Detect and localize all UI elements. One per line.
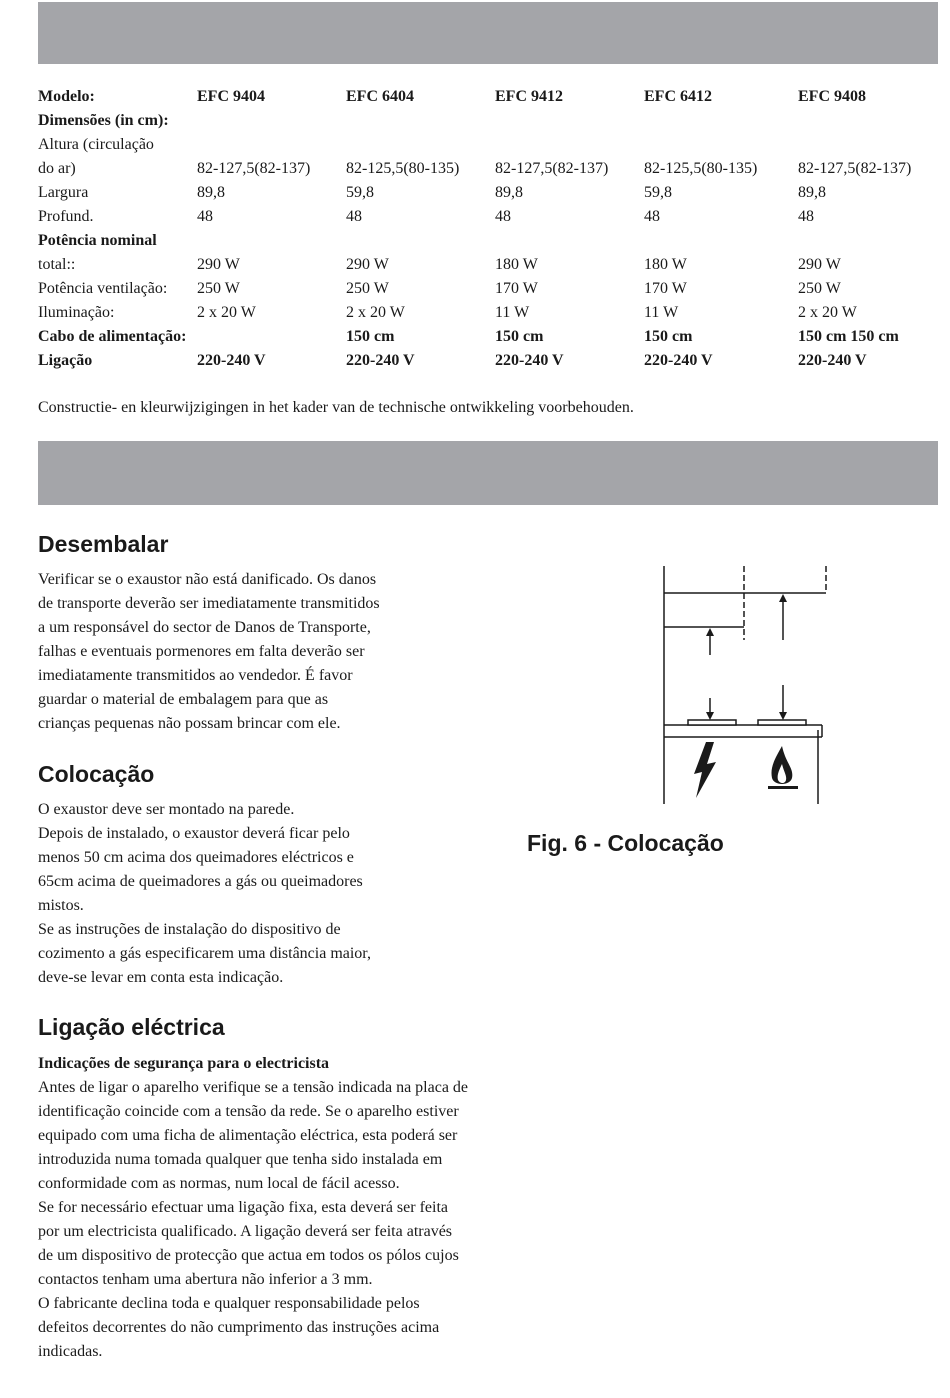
text-line: crianças pequenas não possam brincar com ele. <box>38 715 341 732</box>
spec-value: 290 W <box>197 256 240 273</box>
spec-value <box>495 229 644 253</box>
text-line: Depois de instalado, o exaustor deverá ficar pelo <box>38 825 350 842</box>
modification-note: Constructie- en kleurwijzigingen in het kader van de technische ontwikkeling voorbehouden. <box>38 399 634 416</box>
spec-value <box>197 229 346 253</box>
spec-value <box>197 325 346 349</box>
spec-value <box>346 229 495 253</box>
spec-value: 59,8 <box>346 184 374 201</box>
spec-value <box>197 133 346 157</box>
spec-value: 48 <box>644 208 660 225</box>
text-line: Se for necessário efectuar uma ligação fixa, esta deverá ser feita <box>38 1199 448 1216</box>
spec-label: Potência ventilação: <box>38 280 168 297</box>
text-line: cozimento a gás especificarem uma distância maior, <box>38 945 371 962</box>
spec-value: 250 W <box>798 280 841 297</box>
spec-label: Largura <box>38 184 89 201</box>
spec-row <box>38 181 938 205</box>
section-title-colocacao: Colocação <box>38 761 155 787</box>
spec-row <box>38 157 938 181</box>
spec-value: 150 cm <box>495 328 544 345</box>
spec-value <box>346 109 495 133</box>
spec-value <box>798 109 938 133</box>
spec-label: Modelo: <box>38 88 95 105</box>
spec-label: total:: <box>38 256 76 273</box>
spec-value: 48 <box>495 208 511 225</box>
text-line: 65cm acima de queimadores a gás ou queimadores <box>38 873 363 890</box>
spec-row <box>38 325 938 349</box>
spec-value: 180 W <box>644 256 687 273</box>
spec-value: 2 x 20 W <box>798 304 857 321</box>
spec-value: 290 W <box>798 256 841 273</box>
ligacao-subtitle: Indicações de segurança para o electricista <box>38 1055 330 1072</box>
spec-label: Iluminação: <box>38 304 115 321</box>
spec-value: 2 x 20 W <box>197 304 256 321</box>
spec-label: Ligação <box>38 352 93 369</box>
figure-caption: Fig. 6 - Colocação <box>527 830 724 856</box>
spec-row <box>38 133 938 157</box>
text-line: defeitos decorrentes do não cumprimento das instruções acima <box>38 1319 440 1336</box>
spec-value: 82-127,5(82-137) <box>197 160 311 177</box>
text-line: mistos. <box>38 897 84 914</box>
text-line: equipado com uma ficha de alimentação eléctrica, esta poderá ser <box>38 1127 458 1144</box>
text-line: deve-se levar em conta esta indicação. <box>38 969 284 986</box>
spec-label: Altura (circulação <box>38 136 154 153</box>
spec-value <box>495 109 644 133</box>
technical-specs-table <box>38 85 938 373</box>
spec-value <box>798 229 938 253</box>
spec-value: EFC 6404 <box>346 88 414 105</box>
text-line: de transporte deverão ser imediatamente transmitidos <box>38 595 380 612</box>
text-line: Se as instruções de instalação do dispositivo de <box>38 921 341 938</box>
spec-value: 11 W <box>644 304 679 321</box>
text-line: a um responsável do sector de Danos de Transporte, <box>38 619 371 636</box>
electric-lightning-icon <box>694 742 716 798</box>
spec-value: 220-240 V <box>644 352 713 369</box>
spec-value: 82-127,5(82-137) <box>495 160 609 177</box>
spec-row <box>38 85 938 109</box>
spec-row <box>38 301 938 325</box>
section-title-desembalar: Desembalar <box>38 531 169 557</box>
spec-value <box>346 133 495 157</box>
spec-value <box>798 133 938 157</box>
spec-label: Potência nominal <box>38 232 157 249</box>
spec-value: 48 <box>798 208 814 225</box>
spec-row <box>38 253 938 277</box>
text-line: indicadas. <box>38 1343 103 1360</box>
spec-value: 150 cm <box>644 328 693 345</box>
spec-value: 250 W <box>346 280 389 297</box>
spec-value <box>644 133 798 157</box>
text-line: identificação coincide com a tensão da rede. Se o aparelho estiver <box>38 1103 459 1120</box>
spec-row <box>38 277 938 301</box>
spec-value: 11 W <box>495 304 530 321</box>
spec-row <box>38 109 938 133</box>
text-line: conformidade com as normas, num local de fácil acesso. <box>38 1175 400 1192</box>
desembalar-text <box>38 568 380 736</box>
text-line: introduzida numa tomada qualquer que tenha sido instalada em <box>38 1151 443 1168</box>
spec-value: EFC 9404 <box>197 88 265 105</box>
spec-row <box>38 229 938 253</box>
spec-label: do ar) <box>38 160 76 177</box>
spec-label: Dimensões (in cm): <box>38 112 169 129</box>
text-line: imediatamente transmitidos ao vendedor. É favor <box>38 667 353 684</box>
text-line: falhas e eventuais pormenores em falta deverão ser <box>38 643 365 660</box>
spec-value <box>644 109 798 133</box>
spec-value: 82-125,5(80-135) <box>644 160 758 177</box>
spec-value: 170 W <box>644 280 687 297</box>
header-band-top <box>38 2 938 64</box>
text-line: O exaustor deve ser montado na parede. <box>38 801 295 818</box>
spec-value: 48 <box>197 208 213 225</box>
spec-value: 180 W <box>495 256 538 273</box>
spec-value: 2 x 20 W <box>346 304 405 321</box>
spec-value: 48 <box>346 208 362 225</box>
spec-value <box>197 109 346 133</box>
colocacao-text <box>38 798 371 990</box>
gas-flame-icon <box>768 746 798 789</box>
text-line: menos 50 cm acima dos queimadores eléctricos e <box>38 849 354 866</box>
spec-value: 89,8 <box>495 184 523 201</box>
text-line: Verificar se o exaustor não está danificado. Os danos <box>38 571 377 588</box>
spec-value: 170 W <box>495 280 538 297</box>
ligacao-text <box>38 1052 468 1364</box>
spec-value: EFC 9408 <box>798 88 866 105</box>
spec-value: 290 W <box>346 256 389 273</box>
text-line: O fabricante declina toda e qualquer responsabilidade pelos <box>38 1295 420 1312</box>
spec-value: EFC 9412 <box>495 88 563 105</box>
spec-value: 220-240 V <box>346 352 415 369</box>
spec-label: Cabo de alimentação: <box>38 328 187 345</box>
spec-value: 89,8 <box>197 184 225 201</box>
spec-value: 82-125,5(80-135) <box>346 160 460 177</box>
text-line: contactos tenham uma abertura não inferior a 3 mm. <box>38 1271 373 1288</box>
spec-value: 82-127,5(82-137) <box>798 160 912 177</box>
text-line: guardar o material de embalagem para que as <box>38 691 329 708</box>
text-line: de um dispositivo de protecção que actua em todos os pólos cujos <box>38 1247 459 1264</box>
spec-value: 250 W <box>197 280 240 297</box>
spec-row <box>38 349 938 373</box>
spec-value: 220-240 V <box>495 352 564 369</box>
spec-value <box>495 133 644 157</box>
spec-value: 150 cm 150 cm <box>798 328 899 345</box>
spec-value: 220-240 V <box>197 352 266 369</box>
placement-diagram <box>650 560 840 810</box>
spec-row <box>38 205 938 229</box>
spec-label: Profund. <box>38 208 94 225</box>
section-title-ligacao: Ligação eléctrica <box>38 1014 225 1040</box>
text-line: por um electricista qualificado. A ligação deverá ser feita através <box>38 1223 453 1240</box>
spec-value: EFC 6412 <box>644 88 712 105</box>
text-line: Antes de ligar o aparelho verifique se a tensão indicada na placa de <box>38 1079 469 1096</box>
spec-value: 59,8 <box>644 184 672 201</box>
spec-value <box>644 229 798 253</box>
spec-value: 220-240 V <box>798 352 867 369</box>
header-band-middle <box>38 441 938 505</box>
spec-value: 89,8 <box>798 184 826 201</box>
spec-value: 150 cm <box>346 328 395 345</box>
